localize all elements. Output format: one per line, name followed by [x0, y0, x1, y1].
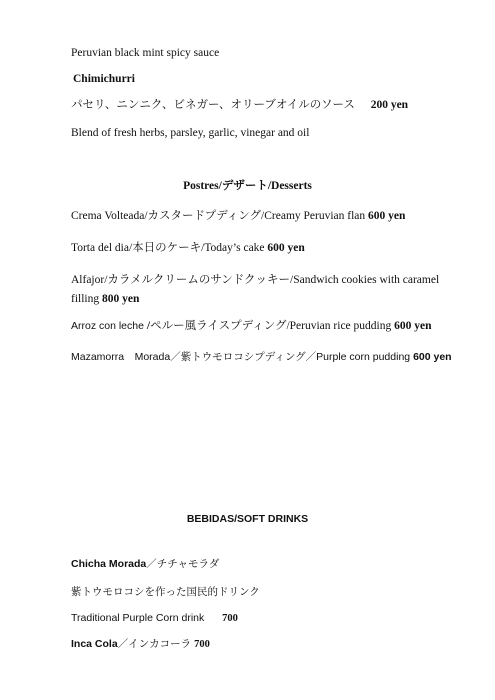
dessert-price: 600 yen	[267, 242, 305, 254]
dessert-price: 600 yen	[368, 210, 406, 222]
chimichurri-en-description: Blend of fresh herbs, parsley, garlic, vinegar and oil	[71, 127, 310, 139]
drink-chicha-morada-jp-description: 紫トウモロコシを作った国民的ドリンク	[71, 586, 260, 598]
dessert-item-alfajor	[71, 271, 456, 309]
dessert-item-torta-del-dia	[71, 241, 305, 255]
dessert-item-crema-volteada	[71, 209, 405, 223]
dessert-name: Alfajor/カラメルクリームのサンドクッキー/Sandwich cookies with caramel filling	[71, 274, 440, 305]
drink-jp-name: ／チチャモラダ	[146, 558, 220, 570]
chimichurri-jp-text: パセリ、ニンニク、ビネガー、オリーブオイルのソース	[71, 99, 355, 111]
dessert-name: Mazamorra Morada／紫トウモロコシプディング／Purple corn pudding	[71, 351, 411, 363]
dessert-price: 600 yen	[394, 320, 432, 332]
dessert-name-part-a: Arroz con leche	[71, 320, 147, 332]
dessert-name: Crema Volteada/カスタードプディング/Creamy Peruvian flan	[71, 210, 366, 222]
dessert-name: Torta del dia/本日のケーキ/Today’s cake	[71, 242, 265, 254]
drink-inca-cola	[71, 637, 210, 652]
drink-jp-name: ／インカコーラ	[117, 638, 192, 650]
drink-en-text: Traditional Purple Corn drink	[71, 612, 205, 624]
drink-price: 700	[222, 613, 238, 624]
dessert-item-mazamorra-morada	[71, 350, 452, 364]
drink-price: 700	[194, 639, 210, 650]
drink-name: Inca Cola	[71, 638, 118, 650]
drink-name: Chicha Morada	[71, 558, 147, 570]
chimichurri-price: 200 yen	[370, 99, 409, 111]
dessert-item-arroz-con-leche	[71, 319, 431, 333]
chimichurri-jp-description	[71, 98, 408, 112]
dessert-name-part-b: /	[146, 320, 151, 332]
soft-drinks-heading: BEBIDAS/SOFT DRINKS	[186, 513, 309, 525]
sauce-peruvian-black-mint: Peruvian black mint spicy sauce	[71, 47, 220, 59]
dessert-price: 800 yen	[102, 293, 140, 305]
chimichurri-title: Chimichurri	[73, 73, 135, 85]
desserts-heading: Postres/デザート/Desserts	[183, 180, 312, 192]
dessert-name-part-c: ペルー風ライスプディング/Peruvian rice pudding	[150, 320, 392, 332]
drink-chicha-morada-title	[71, 557, 219, 571]
drink-chicha-morada-en-description	[71, 611, 238, 626]
dessert-price: 600 yen	[413, 351, 452, 363]
